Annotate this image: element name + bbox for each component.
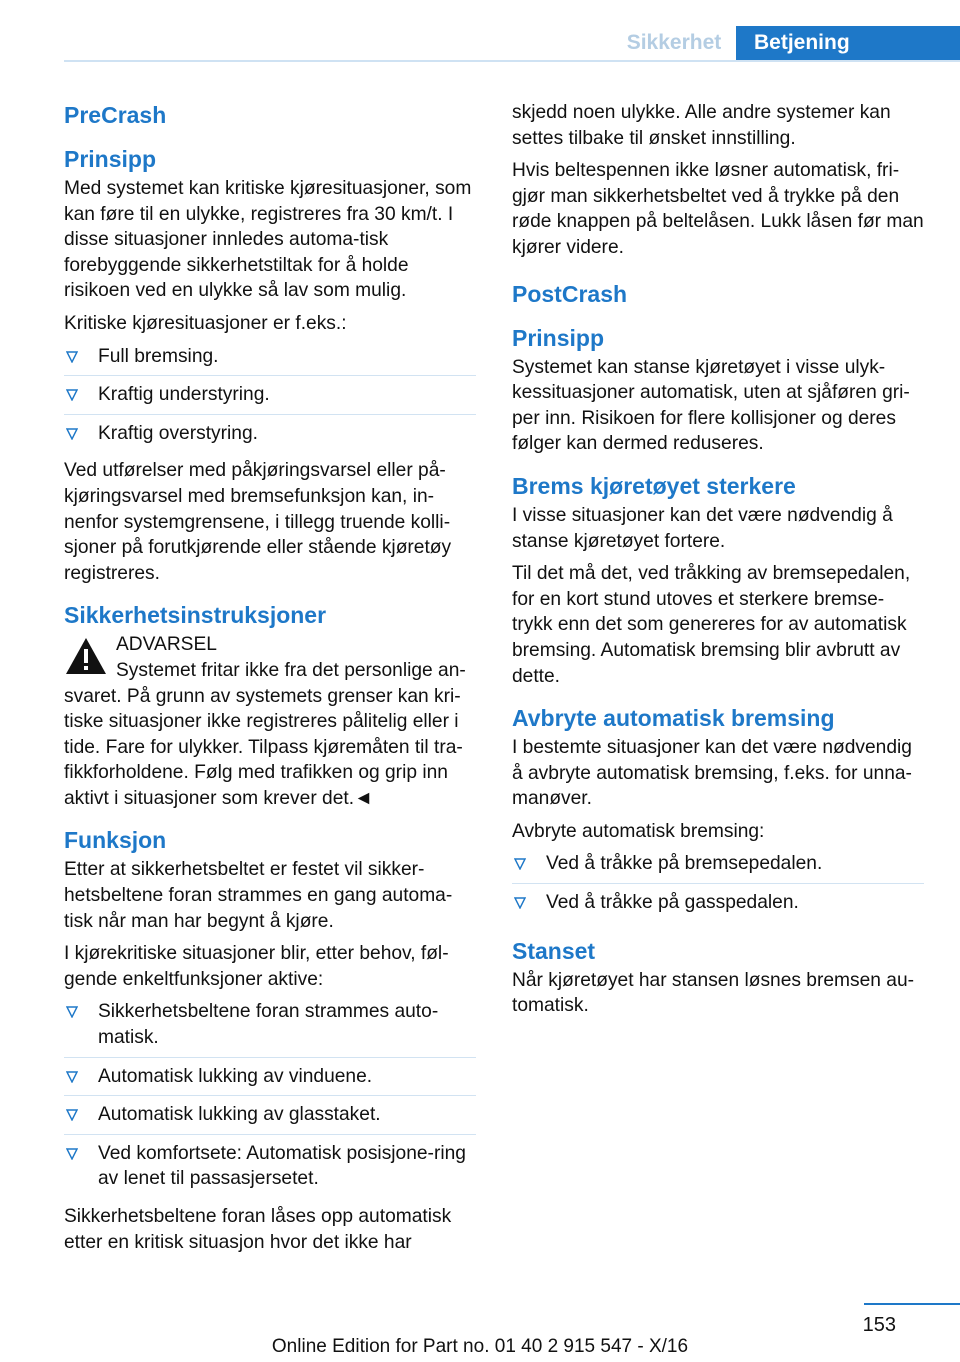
list-item-text: Sikkerhetsbeltene foran strammes auto-matisk. [98, 1001, 439, 1049]
header-divider [64, 60, 960, 62]
paragraph: Når kjøretøyet har stansen løsnes bremsen au-tomatisk. [512, 969, 915, 1017]
list-item-text: Ved å tråkke på bremsepedalen. [546, 853, 823, 875]
left-column [64, 100, 476, 1262]
list-item-text: Automatisk lukking av vinduene. [98, 1065, 373, 1087]
paragraph: Systemet kan stanse kjøretøyet i visse ulyk-kessituasjoner automatisk, uten at sjåføren gri-per inn. Risikoen for flere kollisjoner og deres følger kan dermed reduseres. [512, 356, 910, 455]
list-item-text: Kraftig understyring. [98, 384, 270, 406]
paragraph: Avbryte automatisk bremsing: [512, 820, 765, 842]
page-number: 153 [862, 1314, 896, 1336]
triangle-bullet-icon [66, 428, 78, 440]
heading-prinsipp: Prinsipp [64, 146, 157, 172]
list-item [64, 421, 476, 453]
paragraph: Sikkerhetsbeltene foran låses opp automatisk etter en kritisk situasjon hvor det ikke har [64, 1206, 452, 1253]
heading-prinsipp: Prinsipp [512, 324, 605, 351]
footer-edition: Online Edition for Part no. 01 40 2 915 547 - X/16 [271, 1336, 689, 1357]
list-item [64, 1141, 476, 1198]
bullet-list [512, 851, 924, 921]
heading-sikkerhetsinstruksjoner: Sikkerhetsinstruksjoner [64, 602, 327, 629]
paragraph: Til det må det, ved tråkking av bremsepedalen, for en kort stund utoves et sterkere bremse-trykk enn det som genereres for av automatisk bremsing. Automatisk bremsing blir avbrutt av dette. [512, 563, 911, 687]
triangle-bullet-icon [514, 897, 526, 909]
list-item-text: Ved komfortsete: Automatisk posisjone-ring av lenet til passasjersetet. [98, 1142, 466, 1190]
triangle-bullet-icon [66, 1006, 78, 1018]
warning-triangle-icon [64, 636, 108, 676]
paragraph: Hvis beltespennen ikke løsner automatisk, fri-gjør man sikkerhetsbeltet ved å trykke på den røde knappen på beltelåsen. Lukk låsen før man kjører videre. [512, 160, 924, 258]
warning-block [64, 632, 476, 811]
bullet-list [64, 999, 476, 1198]
paragraph: I kjørekritiske situasjoner blir, etter behov, føl-gende enkeltfunksjoner aktive: [64, 943, 449, 990]
paragraph: skjedd noen ulykke. Alle andre systemer kan settes tilbake til ønsket innstilling. [512, 102, 891, 149]
bullet-list [64, 344, 476, 453]
list-item [64, 1064, 476, 1097]
heading-postcrash: PostCrash [512, 280, 628, 307]
paragraph: I visse situasjoner kan det være nødvendig å stanse kjøretøyet fortere. [512, 504, 893, 552]
list-item-text: Full bremsing. [98, 345, 219, 367]
paragraph: Kritiske kjøresituasjoner er f.eks.: [64, 312, 347, 334]
heading-funksjon: Funksjon [64, 827, 167, 854]
list-item [512, 851, 924, 884]
list-item [64, 382, 476, 415]
triangle-bullet-icon [66, 351, 78, 363]
paragraph: I bestemte situasjoner kan det være nødvendig å avbryte automatisk bremsing, f.eks. for unna-manøver. [512, 737, 912, 810]
triangle-bullet-icon [66, 389, 78, 401]
list-item-text: Automatisk lukking av glasstaket. [98, 1104, 381, 1126]
header-tab-betjening[interactable]: Betjening [736, 26, 960, 60]
warning-title: ADVARSEL [116, 634, 217, 656]
heading-avbryte-bremsing: Avbryte automatisk bremsing [512, 705, 835, 732]
heading-precrash: PreCrash [64, 102, 167, 128]
list-item-text: Kraftig overstyring. [98, 422, 258, 444]
triangle-bullet-icon [514, 858, 526, 870]
paragraph: Etter at sikkerhetsbeltet er festet vil sikker-hetsbeltene foran strammes en gang automa-tisk når man har begynt å kjøre. [64, 859, 453, 932]
triangle-bullet-icon [66, 1109, 78, 1121]
list-item [64, 1102, 476, 1135]
paragraph: Ved utførelser med påkjøringsvarsel eller på-kjøringsvarsel med bremsefunksjon kan, in-nenfor systemgrensene, i tillegg truende kolli-sjoner på forutkjørende eller stående kjøretøy registreres. [64, 460, 452, 584]
right-column [512, 100, 924, 1026]
warning-text: Systemet fritar ikke fra det personlige an-svaret. På grunn av systemets grenser kan kri-tiske situasjoner ikke registreres pålitelig eller i tide. Fare for ulykker. Tilpass kjøremåten til tra-fikkforholdene. Følg med trafikken og grip inn aktivt i situasjoner som krever det.◄ [64, 659, 466, 809]
triangle-bullet-icon [66, 1148, 78, 1160]
triangle-bullet-icon [66, 1071, 78, 1083]
footer-divider [864, 1303, 960, 1305]
heading-stanset: Stanset [512, 937, 596, 964]
list-item-text: Ved å tråkke på gasspedalen. [546, 892, 799, 914]
list-item [64, 999, 476, 1057]
header-tab-sikkerhet[interactable]: Sikkerhet [626, 31, 722, 54]
paragraph: Med systemet kan kritiske kjøresituasjoner, som kan føre til en ulykke, registreres fra 30 km/t. I disse situasjoner innledes automa-tisk forebyggende sikkerhetstiltak for å holde risikoen ved en ulykke så lav som mulig. [64, 178, 472, 302]
list-item [512, 890, 924, 922]
heading-brems-kjoretoyet: Brems kjøretøyet sterkere [512, 472, 796, 499]
list-item [64, 344, 476, 377]
